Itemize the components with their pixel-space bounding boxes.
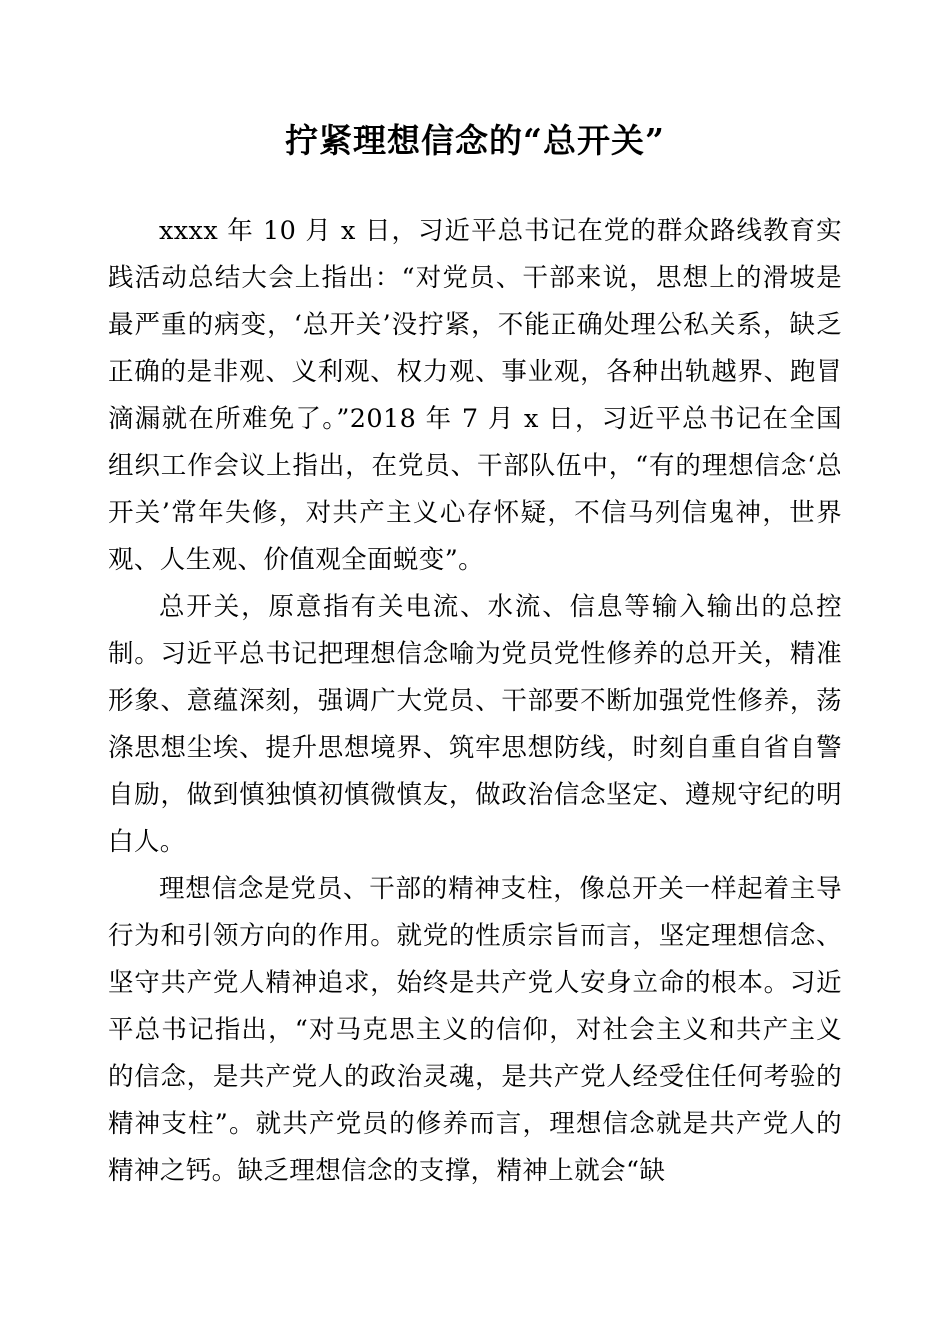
paragraph-2: 总开关，原意指有关电流、水流、信息等输入输出的总控制。习近平总书记把理想信念喻为党员党性修养的总开关，精准形象、意蕴深刻，强调广大党员、干部要不断加强党性修养，荡涤思想尘埃、提升思想境界、筑牢思想防线，时刻自重自省自警自励，做到慎独慎初慎微慎友，做政治信念坚定、遵规守纪的明白人。 <box>108 592 842 858</box>
paragraph-3: 理想信念是党员、干部的精神支柱，像总开关一样起着主导行为和引领方向的作用。就党的性质宗旨而言，坚定理想信念、坚守共产党人精神追求，始终是共产党人安身立命的根本。习近平总书记指出，“对马克思主义的信仰，对社会主义和共产主义的信念，是共产党人的政治灵魂，是共产党人经受住任何考验的精神支柱”。就共产党员的修养而言，理想信念就是共产党人的精神之钙。缺乏理想信念的支撑，精神上就会“缺 <box>108 874 842 1187</box>
paragraph-1: xxxx 年 10 月 x 日，习近平总书记在党的群众路线教育实践活动总结大会上指出：“对党员、干部来说，思想上的滑坡是最严重的病变，‘总开关’没拧紧，不能正确处理公私关系，缺乏正确的是非观、义利观、权力观、事业观，各种出轨越界、跑冒滴漏就在所难免了。”2018 年 7 月 x 日，习近平总书记在全国组织工作会议上指出，在党员、干部队伍中，“有的理想信念‘总开关’常年失修，对共产主义心存怀疑，不信马列信鬼神，世界观、人生观、价值观全面蜕变”。 <box>108 216 842 576</box>
document-body <box>108 208 842 1195</box>
page-title: 拧紧理想信念的“总开关” <box>285 121 665 160</box>
